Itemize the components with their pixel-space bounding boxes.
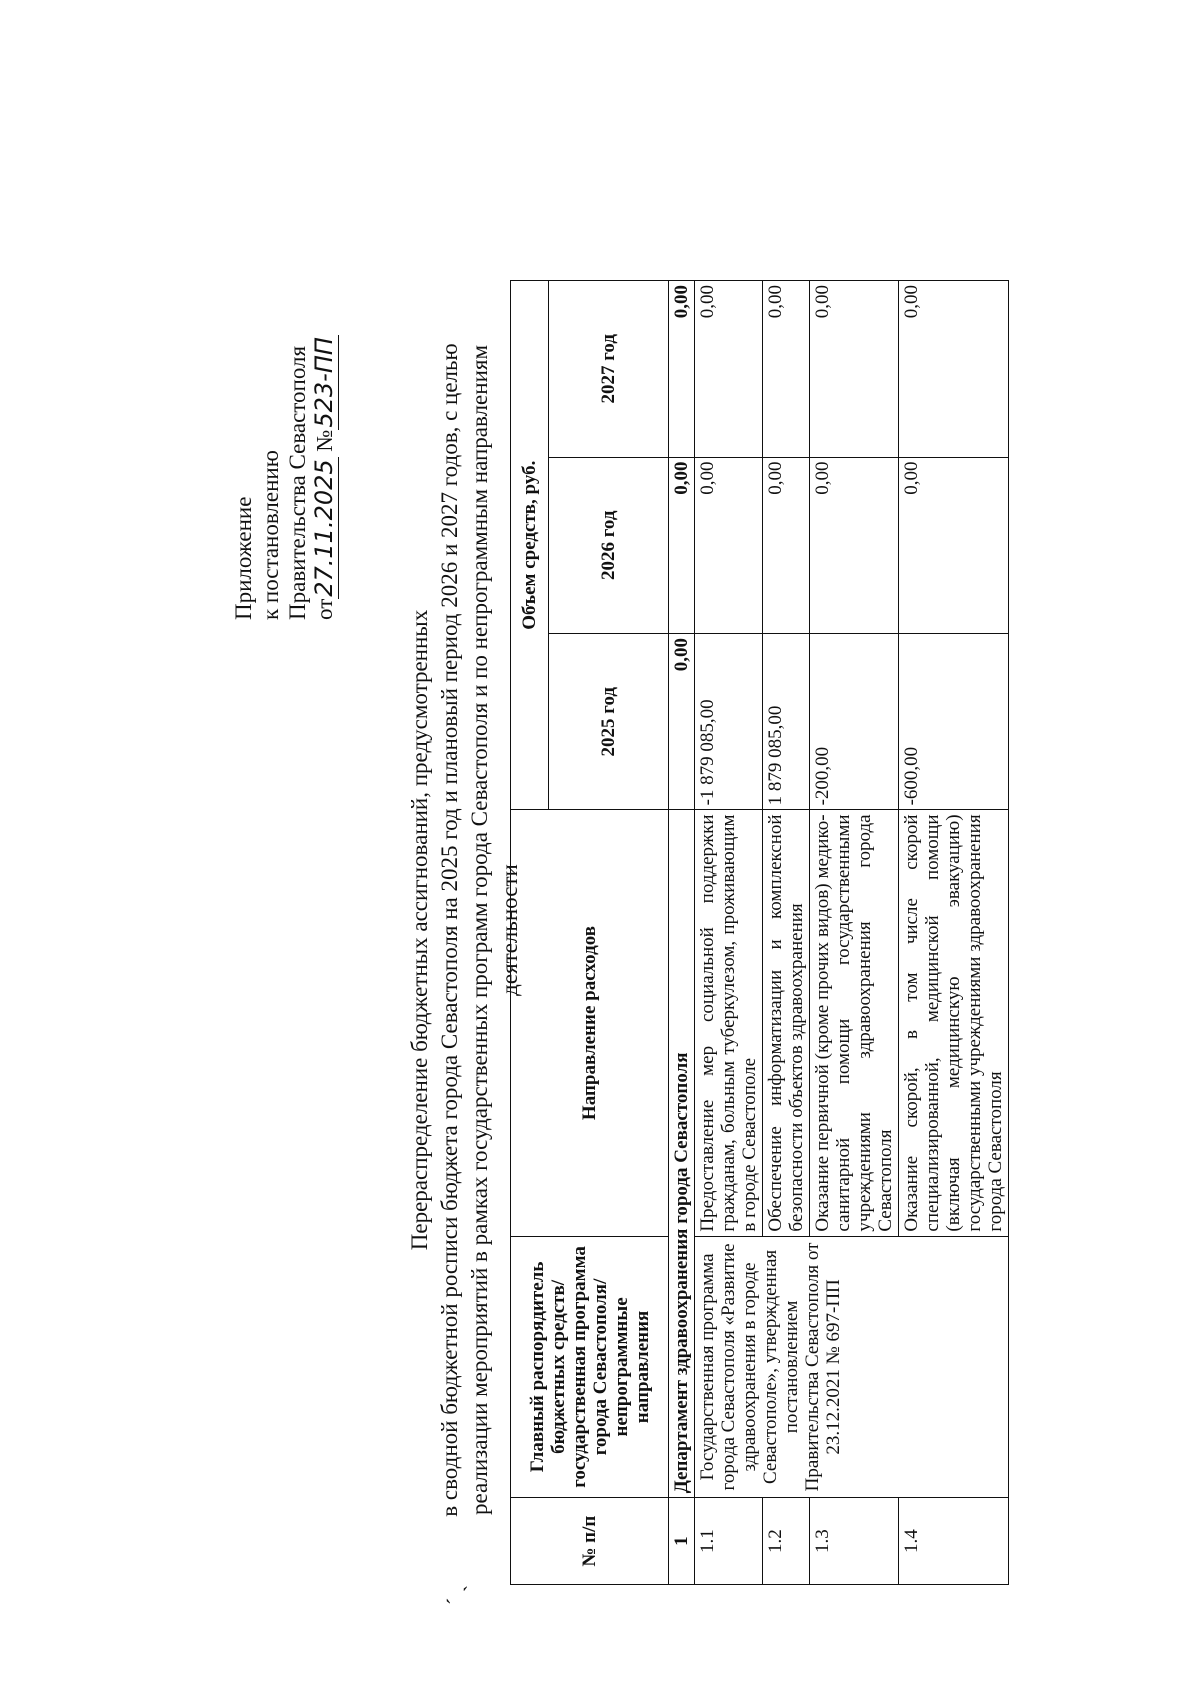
value-2025: 1 879 085,00 <box>763 633 810 809</box>
direction-text: Оказание скорой, в том числе скорой специализированной, медицинской помощи (включая медицинскую эвакуацию) государственными учреждениями здравоохранения города Севастополя <box>899 810 1009 1236</box>
value-2027: 0,00 <box>899 281 1009 458</box>
header-volume: Объем средств, руб. <box>511 281 549 810</box>
header-2025: 2025 год <box>549 633 669 809</box>
direction-text: Оказание первичной (кроме прочих видов) медико-санитарной помощи государственными учреждениями здравоохранения города Севастополя <box>810 810 899 1236</box>
table-row <box>695 281 763 1585</box>
header-2026: 2026 год <box>549 457 669 633</box>
header-num: № п/п <box>511 1498 669 1585</box>
table-row-dept <box>669 281 695 1585</box>
title-line-1: Перераспределение бюджетных ассигнований, предусмотренных <box>407 609 432 1251</box>
header-program: Главный распорядитель бюджетных средств/государственная программа города Севастополя/непрограммные направления <box>511 1236 669 1498</box>
direction-text: Обеспечение информатизации и комплексной безопасности объектов здравоохранения <box>763 810 810 1236</box>
appendix-line-2: к постановлению <box>258 450 283 620</box>
allocation-table <box>510 280 1009 1585</box>
value-2026: 0,00 <box>669 457 695 633</box>
value-2027: 0,00 <box>810 281 899 458</box>
title-line-2: в сводной бюджетной росписи бюджета города Севастополя на 2025 год и плановый период 2026 и 2027 годов, с целью <box>437 343 462 1517</box>
handwritten-date: 27.11.2025 <box>310 459 338 597</box>
row-num: 1.3 <box>810 1498 899 1585</box>
value-2025: 0,00 <box>669 633 695 809</box>
value-2027: 0,00 <box>669 281 695 458</box>
value-2025: -200,00 <box>810 633 899 809</box>
value-2027: 0,00 <box>763 281 810 458</box>
scan-corner-marks: ˊ ˏ <box>442 1584 467 1605</box>
row-num: 1 <box>669 1498 695 1585</box>
row-num: 1.4 <box>899 1498 1009 1585</box>
appendix-line-1: Приложение <box>231 496 256 620</box>
value-2025: -1 879 085,00 <box>695 633 763 809</box>
appendix-block <box>230 335 338 620</box>
row-num: 1.1 <box>695 1498 763 1585</box>
number-prefix: № <box>312 429 337 452</box>
value-2026: 0,00 <box>899 457 1009 633</box>
direction-text: Предоставление мер социальной поддержки гражданам, больным туберкулезом, проживающим в городе Севастополе <box>695 810 763 1236</box>
value-2026: 0,00 <box>695 457 763 633</box>
document-title <box>405 260 525 1600</box>
title-line-4: деятельности <box>497 864 522 996</box>
date-prefix: от <box>312 598 337 620</box>
header-direction: Направление расходов <box>511 810 669 1236</box>
program-name: Государственная программа города Севастополя «Развитие здравоохранения в городе Севастополе», утвержденная постановлением Правительства Севастополя от 23.12.2021 № 697-ПП <box>695 1236 1009 1498</box>
value-2026: 0,00 <box>763 457 810 633</box>
value-2027: 0,00 <box>695 281 763 458</box>
appendix-line-3: Правительства Севастополя <box>285 345 310 620</box>
title-line-3: реализации мероприятий в рамках государственных программ города Севастополя и по непрограммным направлениям <box>467 344 492 1516</box>
value-2025: -600,00 <box>899 633 1009 809</box>
dept-name: Департамент здравоохранения города Севастополя <box>669 810 695 1498</box>
value-2026: 0,00 <box>810 457 899 633</box>
appendix-date-line <box>311 335 338 620</box>
document-page <box>20 210 1020 1660</box>
header-2027: 2027 год <box>549 281 669 458</box>
row-num: 1.2 <box>763 1498 810 1585</box>
handwritten-number: 523-ПП <box>310 337 338 428</box>
